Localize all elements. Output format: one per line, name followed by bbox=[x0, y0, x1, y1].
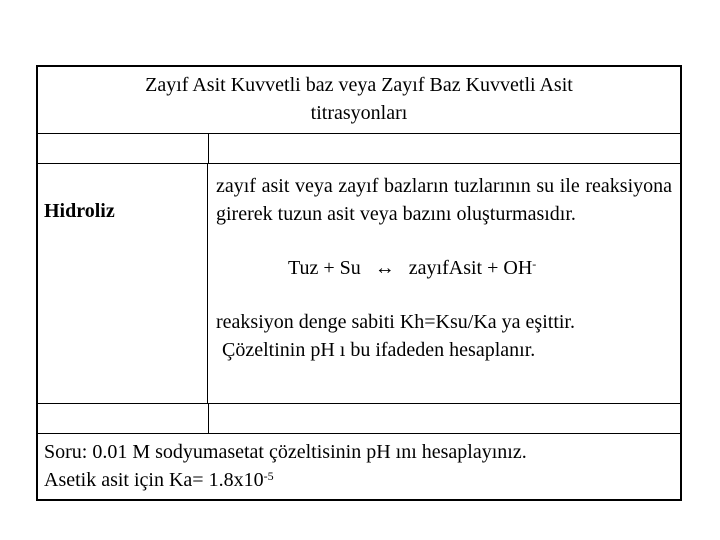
hydrolysis-equation bbox=[216, 254, 672, 282]
hidroliz-definition: zayıf asit veya zayıf bazların tuzlarının su ile reaksiyona girerek tuzun asit veya bazını oluşturmasıdır. bbox=[216, 175, 672, 225]
hidroliz-row bbox=[38, 163, 680, 403]
equation-right: zayıfAsit + OH bbox=[408, 257, 533, 279]
term-cell bbox=[38, 164, 208, 403]
ka-exponent: -5 bbox=[263, 469, 274, 483]
empty-row bbox=[38, 403, 680, 433]
question-line-2 bbox=[44, 466, 674, 494]
question-cell bbox=[38, 433, 680, 501]
definition-cell bbox=[208, 164, 680, 403]
column-divider bbox=[208, 404, 209, 433]
equilibrium-constant-text: reaksiyon denge sabiti Kh=Ksu/Ka ya eşittir. bbox=[216, 311, 575, 333]
ph-note: Çözeltinin pH ı bu ifadeden hesaplanır. bbox=[222, 339, 536, 361]
column-divider bbox=[208, 134, 209, 163]
title-line-1: Zayıf Asit Kuvvetli baz veya Zayıf Baz Kuvvetli Asit bbox=[145, 74, 573, 96]
title-cell bbox=[38, 67, 680, 133]
ka-value-text: Asetik asit için Ka= 1.8x10 bbox=[44, 469, 264, 491]
equilibrium-arrow-icon: ↔ bbox=[374, 257, 395, 279]
equation-left: Tuz + Su bbox=[288, 257, 361, 279]
hidroliz-label: Hidroliz bbox=[44, 200, 115, 222]
content-table bbox=[36, 65, 682, 501]
title-line-2: titrasyonları bbox=[310, 102, 408, 124]
empty-row bbox=[38, 133, 680, 163]
question-line-1: Soru: 0.01 M sodyumasetat çözeltisinin pH ını hesaplayınız. bbox=[44, 441, 527, 463]
hydroxide-charge: - bbox=[532, 257, 537, 271]
